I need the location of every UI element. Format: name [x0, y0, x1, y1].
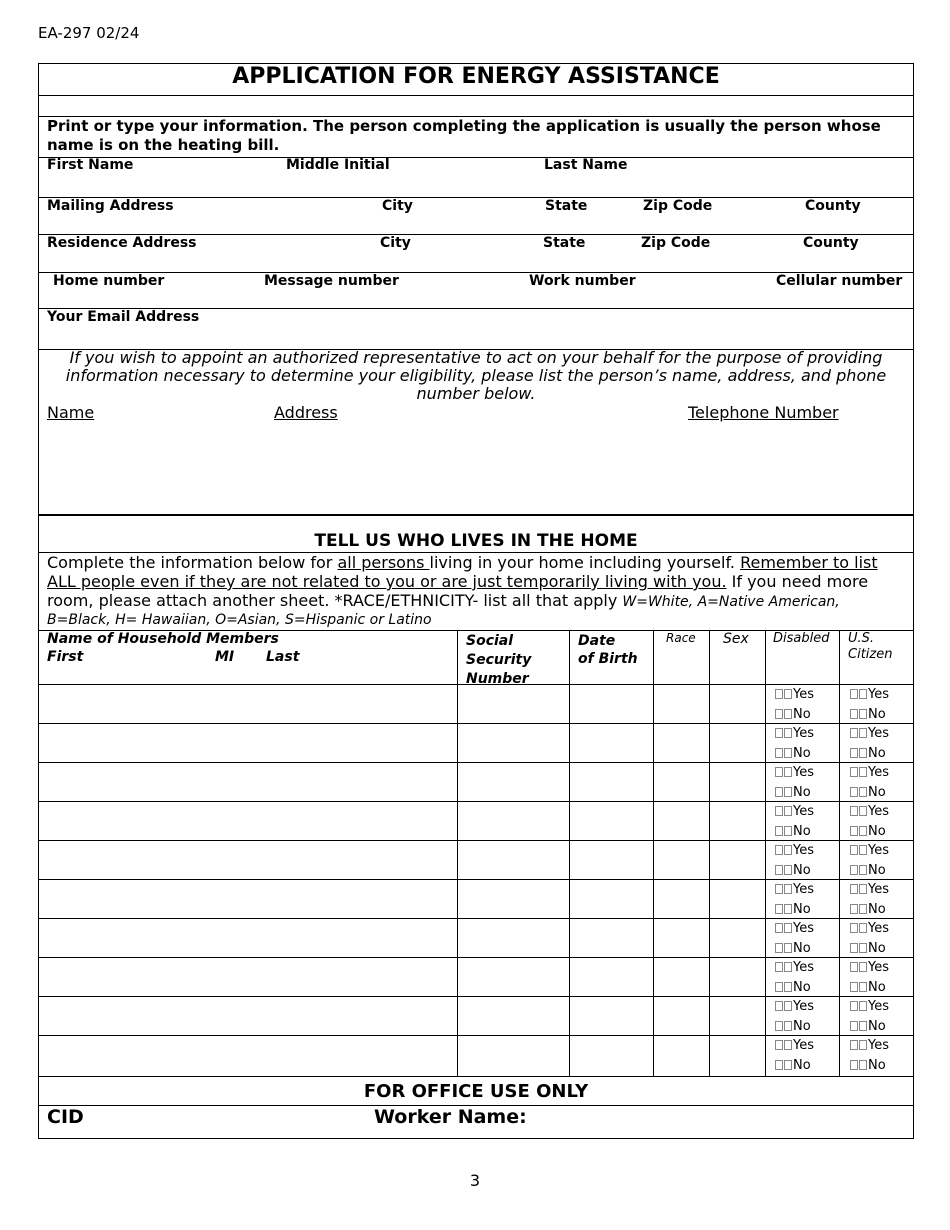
col-name-header: Name of Household Members [47, 631, 279, 647]
col-mi-header: MI [215, 649, 235, 665]
first-name-label: First Name [47, 157, 134, 173]
citizen-yes-checkbox[interactable]: Yes [850, 726, 889, 741]
residence-state-label: State [543, 235, 586, 251]
citizen-no-checkbox[interactable]: No [850, 980, 886, 995]
disabled-no-checkbox[interactable]: No [775, 1058, 811, 1073]
disabled-no-checkbox[interactable]: No [775, 824, 811, 839]
citizen-yes-checkbox[interactable]: Yes [850, 765, 889, 780]
col-ssn-header: Social Security Number [466, 633, 532, 687]
middle-initial-label: Middle Initial [286, 157, 390, 173]
citizen-yes-checkbox[interactable]: Yes [850, 687, 889, 702]
col-first-header: First [47, 649, 84, 665]
citizen-no-checkbox[interactable]: No [850, 863, 886, 878]
col-race-header: Race [666, 631, 696, 645]
household-heading: TELL US WHO LIVES IN THE HOME [314, 531, 638, 551]
worker-name-label: Worker Name: [374, 1106, 527, 1128]
disabled-yes-checkbox[interactable]: Yes [775, 765, 814, 780]
disabled-yes-checkbox[interactable]: Yes [775, 1038, 814, 1053]
col-citizen-header: U.S. Citizen [848, 631, 893, 662]
disabled-no-checkbox[interactable]: No [775, 785, 811, 800]
mailing-city-label: City [382, 198, 413, 214]
page-number: 3 [469, 1171, 481, 1190]
col-sex-header: Sex [723, 631, 749, 647]
residence-county-label: County [803, 235, 859, 251]
residence-address-label: Residence Address [47, 235, 197, 251]
rep-text-line3: number below. [416, 384, 536, 403]
disabled-yes-checkbox[interactable]: Yes [775, 726, 814, 741]
citizen-yes-checkbox[interactable]: Yes [850, 960, 889, 975]
disabled-yes-checkbox[interactable]: Yes [775, 882, 814, 897]
email-label: Your Email Address [47, 309, 200, 325]
rep-name-label: Name [47, 403, 95, 422]
disabled-no-checkbox[interactable]: No [775, 863, 811, 878]
instructions: Print or type your information. The person completing the application is usually the person whose name is on the heating bill. [47, 117, 881, 154]
page-title: APPLICATION FOR ENERGY ASSISTANCE [232, 64, 720, 89]
citizen-no-checkbox[interactable]: No [850, 1019, 886, 1034]
rep-text-line2: information necessary to determine your eligibility, please list the person’s name, address, and phone [65, 366, 887, 385]
citizen-no-checkbox[interactable]: No [850, 941, 886, 956]
cellular-number-label: Cellular number [776, 273, 903, 289]
rep-text-line1: If you wish to appoint an authorized representative to act on your behalf for the purpose of providing [69, 348, 883, 367]
disabled-yes-checkbox[interactable]: Yes [775, 999, 814, 1014]
residence-zip-label: Zip Code [641, 235, 711, 251]
citizen-yes-checkbox[interactable]: Yes [850, 999, 889, 1014]
disabled-yes-checkbox[interactable]: Yes [775, 843, 814, 858]
disabled-no-checkbox[interactable]: No [775, 1019, 811, 1034]
message-number-label: Message number [264, 273, 399, 289]
citizen-yes-checkbox[interactable]: Yes [850, 1038, 889, 1053]
mailing-zip-label: Zip Code [643, 198, 713, 214]
disabled-yes-checkbox[interactable]: Yes [775, 921, 814, 936]
mailing-county-label: County [805, 198, 861, 214]
disabled-no-checkbox[interactable]: No [775, 941, 811, 956]
disabled-no-checkbox[interactable]: No [775, 980, 811, 995]
disabled-yes-checkbox[interactable]: Yes [775, 960, 814, 975]
form-code: EA-297 02/24 [38, 24, 140, 42]
last-name-label: Last Name [544, 157, 628, 173]
mailing-address-label: Mailing Address [47, 198, 174, 214]
citizen-no-checkbox[interactable]: No [850, 1058, 886, 1073]
citizen-no-checkbox[interactable]: No [850, 707, 886, 722]
citizen-yes-checkbox[interactable]: Yes [850, 843, 889, 858]
rep-address-label: Address [274, 403, 338, 422]
cid-label: CID [47, 1106, 84, 1128]
rep-telephone-label: Telephone Number [688, 403, 839, 422]
citizen-no-checkbox[interactable]: No [850, 785, 886, 800]
residence-city-label: City [380, 235, 411, 251]
disabled-no-checkbox[interactable]: No [775, 902, 811, 917]
disabled-no-checkbox[interactable]: No [775, 746, 811, 761]
home-number-label: Home number [53, 273, 165, 289]
office-heading: FOR OFFICE USE ONLY [363, 1081, 589, 1102]
disabled-yes-checkbox[interactable]: Yes [775, 687, 814, 702]
work-number-label: Work number [529, 273, 636, 289]
citizen-yes-checkbox[interactable]: Yes [850, 882, 889, 897]
citizen-yes-checkbox[interactable]: Yes [850, 921, 889, 936]
citizen-no-checkbox[interactable]: No [850, 746, 886, 761]
citizen-no-checkbox[interactable]: No [850, 824, 886, 839]
disabled-no-checkbox[interactable]: No [775, 707, 811, 722]
citizen-yes-checkbox[interactable]: Yes [850, 804, 889, 819]
household-intro: Complete the information below for all persons living in your home including yourself. Remember to list ALL people even if they are not related to you or are just temporarily living with you. If you need more room, please attach another sheet. *RACE/ETHNICITY- list all that apply W=White, A=Native American, B=Black, H= Hawaiian, O=Asian, S=Hispanic or Latino [47, 553, 878, 628]
col-last-header: Last [266, 649, 300, 665]
col-dob-header: Date of Birth [578, 633, 638, 667]
citizen-no-checkbox[interactable]: No [850, 902, 886, 917]
disabled-yes-checkbox[interactable]: Yes [775, 804, 814, 819]
col-disabled-header: Disabled [773, 631, 830, 646]
mailing-state-label: State [545, 198, 588, 214]
